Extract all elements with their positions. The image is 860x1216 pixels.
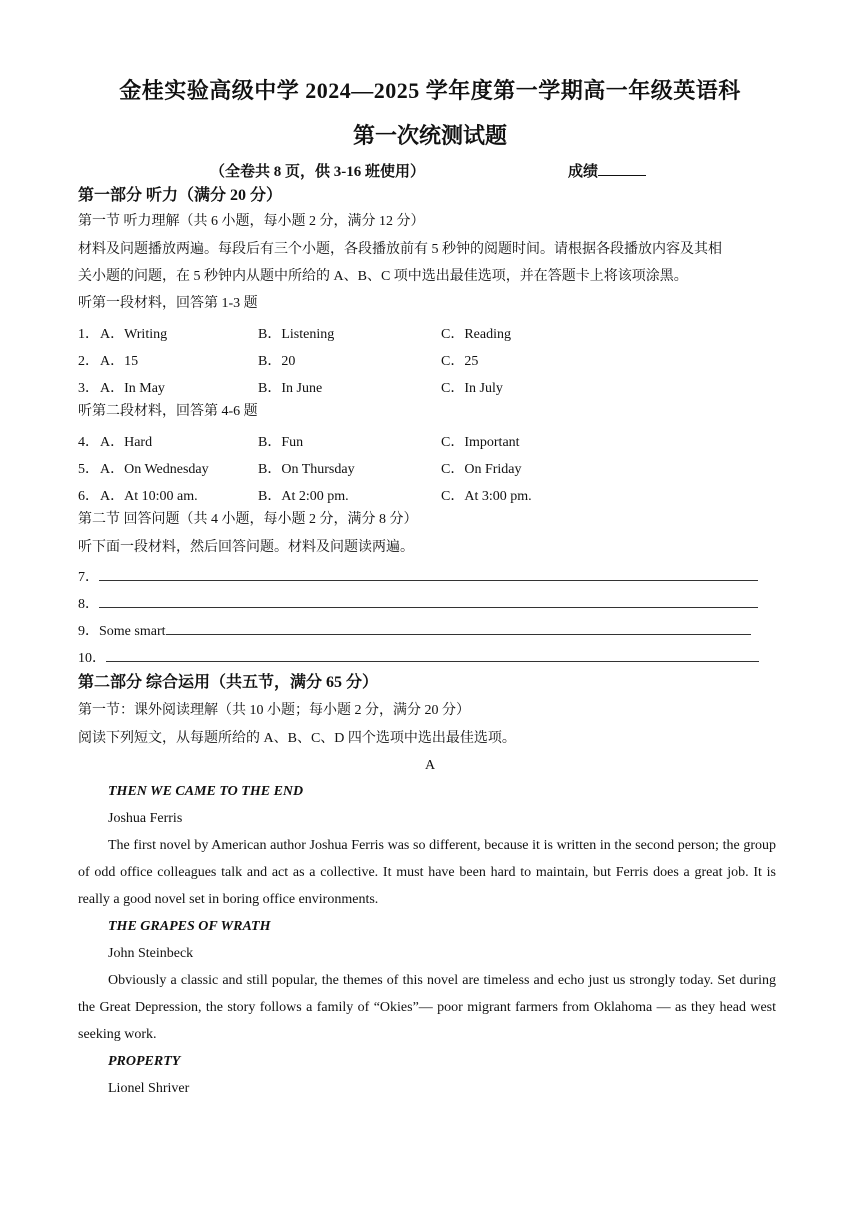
option-b: B．Fun (258, 435, 304, 450)
option-b: B．Listening (258, 327, 335, 342)
book-description: Obviously a classic and still popular, the themes of this novel are timeless and echo just us strongly today. Set during the Great Depression, the story follows a family of “Okies”— poor migrant farmers from Oklahoma — as they head west seeking work. (78, 973, 776, 1042)
answer-line (78, 593, 758, 615)
question-number: 2． (78, 354, 99, 369)
score-blank[interactable] (598, 160, 646, 176)
question-number: 3． (78, 381, 99, 396)
option-b: B．In June (258, 381, 323, 396)
option-a: A．Hard (100, 435, 153, 450)
option-c: C．25 (441, 354, 479, 369)
answer-blank[interactable] (99, 593, 758, 608)
passage-label: A (424, 758, 436, 773)
score-label: 成绩 (568, 164, 599, 180)
option-a: A．Writing (100, 327, 168, 342)
group1-label: 听第一段材料，回答第 1-3 题 (78, 296, 258, 311)
option-c: C．In July (441, 381, 503, 396)
option-c: C．Important (441, 435, 520, 450)
answer-blank[interactable] (99, 566, 758, 581)
book-description: The first novel by American author Joshua Ferris was so different, because it is written in the second person; the group of odd office colleagues talk and act as a collective. It must have been hard to maintain, but Ferris does a great job. It is really a good novel set in boring office environments. (78, 838, 776, 907)
answer-line (78, 647, 759, 669)
option-a: A．On Wednesday (100, 462, 209, 477)
group2-label: 听第二段材料，回答第 4-6 题 (78, 404, 258, 419)
question-number: 6． (78, 489, 99, 504)
book-title: PROPERTY (108, 1054, 181, 1069)
part2-heading: 第二部分 综合运用（共五节，满分 65 分） (78, 674, 379, 691)
part1-section1-heading: 第一节 听力理解（共 6 小题，每小题 2 分，满分 12 分） (78, 214, 425, 229)
question-number: 9． (78, 624, 99, 639)
option-c: C．At 3:00 pm. (441, 489, 532, 504)
part1-section2-heading: 第二节 回答问题（共 4 小题，每小题 2 分，满分 8 分） (78, 512, 418, 527)
part1-heading: 第一部分 听力（满分 20 分） (78, 187, 283, 204)
option-a: A．In May (100, 381, 165, 396)
book-title: THE GRAPES OF WRATH (108, 919, 271, 934)
part1-instructions-line2: 关小题的问题，在 5 秒钟内从题中所给的 A、B、C 项中选出最佳选项，并在答题卡上将该项涂黑。 (78, 269, 688, 284)
question-number: 4． (78, 435, 99, 450)
option-a: A．At 10:00 am. (100, 489, 198, 504)
answer-blank[interactable] (106, 647, 759, 662)
question-number: 8． (78, 597, 99, 612)
part2-instructions: 阅读下列短文，从每题所给的 A、B、C、D 四个选项中选出最佳选项。 (78, 731, 516, 746)
question-number: 1． (78, 327, 99, 342)
answer-prefix: Some smart (99, 624, 166, 639)
option-a: A．15 (100, 354, 139, 369)
question-number: 10． (78, 651, 106, 666)
book-author: Lionel Shriver (108, 1081, 190, 1096)
part1-section2-instructions: 听下面一段材料，然后回答问题。材料及问题读两遍。 (78, 540, 414, 555)
option-b: B．On Thursday (258, 462, 355, 477)
option-c: C．Reading (441, 327, 511, 342)
option-b: B．20 (258, 354, 296, 369)
option-c: C．On Friday (441, 462, 522, 477)
part2-section1-heading: 第一节：课外阅读理解（共 10 小题；每小题 2 分，满分 20 分） (78, 703, 470, 718)
book-author: Joshua Ferris (108, 811, 183, 826)
exam-title-line2: 第一次统测试题 (352, 123, 507, 148)
exam-title-line1: 金桂实验高级中学 2024—2025 学年度第一学期高一年级英语科 (119, 78, 741, 103)
answer-line (78, 620, 751, 642)
score-field (568, 160, 646, 181)
question-number: 5． (78, 462, 99, 477)
option-b: B．At 2:00 pm. (258, 489, 349, 504)
book-title: THEN WE CAME TO THE END (108, 784, 304, 799)
exam-info: （全卷共 8 页，供 3-16 班使用） (210, 164, 425, 180)
book-author: John Steinbeck (108, 946, 194, 961)
part1-instructions-line1: 材料及问题播放两遍。每段后有三个小题，各段播放前有 5 秒钟的阅题时间。请根据各段播放内容及其相 (78, 242, 722, 257)
answer-line (78, 566, 758, 588)
question-number: 7． (78, 570, 99, 585)
answer-blank[interactable] (166, 620, 751, 635)
